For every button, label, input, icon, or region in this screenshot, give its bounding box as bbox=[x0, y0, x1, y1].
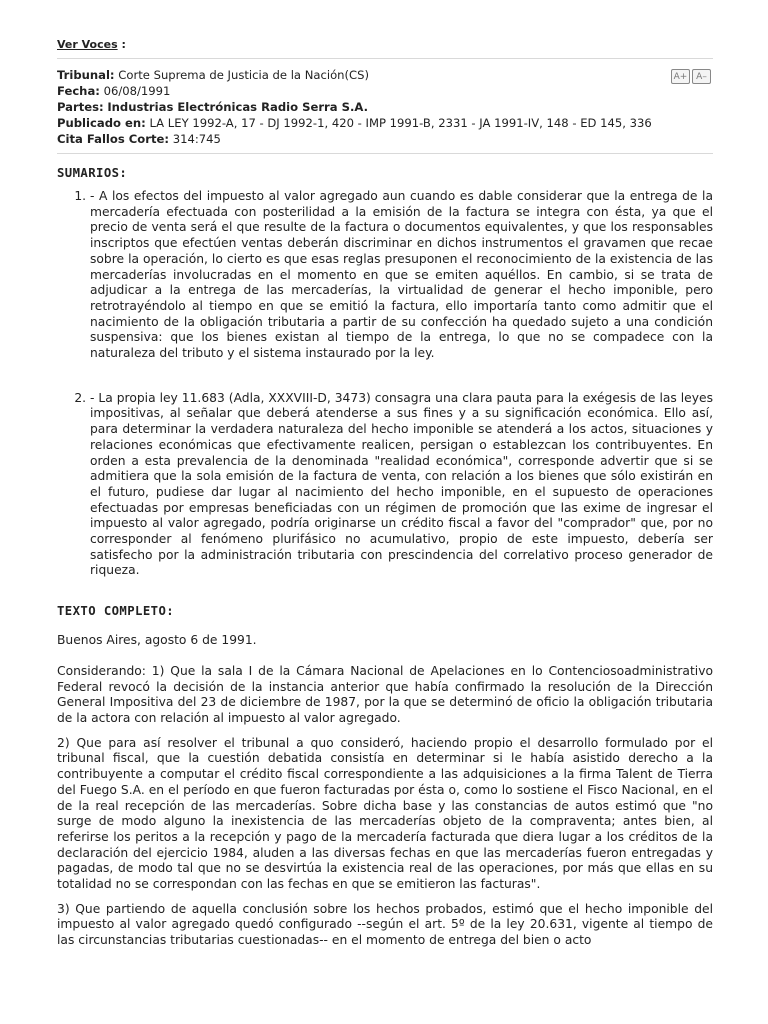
cita-row bbox=[57, 131, 713, 147]
tribunal-label: Tribunal: bbox=[57, 68, 115, 82]
sumarios-list bbox=[57, 189, 713, 579]
cita-label: Cita Fallos Corte: bbox=[57, 132, 170, 146]
texto-completo-heading: TEXTO COMPLETO: bbox=[57, 604, 175, 619]
font-size-tools bbox=[671, 69, 711, 84]
considerando-paragraph-3: 3) Que partiendo de aquella conclusión sobre los hechos probados, estimó que el hecho imponible del impuesto al valor agregado quedó configurado --según el art. 5º de la ley 20.631, vigente al tiempo de las circunstancias tributarias cuestionadas-- en el momento de entrega del bien o acto bbox=[57, 901, 713, 948]
cita-value: 314:745 bbox=[172, 132, 221, 146]
partes-label: Partes: bbox=[57, 100, 104, 114]
texto-completo-body bbox=[57, 633, 713, 949]
considerando-paragraph-2: 2) Que para así resolver el tribunal a quo consideró, haciendo propio el desarrollo formulado por el tribunal fiscal, que la cuestión debatida consistía en determinar si le había asistido derecho a la contribuyente a computar el crédito fiscal correspondiente a las adquisiciones a la firma Talent de Tierra del Fuego S.A. en el período en que fueron facturadas por ésta o, como lo sostiene el Fisco Nacional, en el de la real recepción de las mercaderías. Sobre dicha base y las constancias de autos estimó que "no surge de modo alguno la inexistencia de las mercaderías objeto de la compraventa; antes bien, al referirse los peritos a la recepción y pago de la mercadería facturada que diera lugar a los créditos de la declaración del ejercicio 1984, aluden a las diversas fechas en que las mercaderías fueron entregadas y pagadas, de modo tal que no se desvirtúa la existencia real de las operaciones, por más que ellas en su totalidad no se correspondan con las fechas en que se emitieron las facturas". bbox=[57, 735, 713, 892]
partes-row bbox=[57, 99, 713, 115]
decision-date: Buenos Aires, agosto 6 de 1991. bbox=[57, 633, 257, 648]
font-decrease-button[interactable]: A– bbox=[692, 69, 711, 84]
ver-voces-colon: : bbox=[117, 38, 126, 51]
partes-value: Industrias Electrónicas Radio Serra S.A. bbox=[107, 100, 368, 114]
meta-divider bbox=[57, 153, 713, 154]
ver-voces-link[interactable]: Ver Voces bbox=[57, 38, 118, 51]
considerando-paragraph-1: Considerando: 1) Que la sala I de la Cámara Nacional de Apelaciones en lo Contenciosoadministrativo Federal revocó la decisión de la instancia anterior que había confirmado la resolución de la Dirección General Impositiva del 23 de diciembre de 1987, por la que se determinó de oficio la obligación tributaria de la actora con relación al impuesto al valor agregado. bbox=[57, 663, 713, 725]
case-metadata bbox=[57, 59, 713, 153]
ver-voces-row bbox=[57, 38, 713, 58]
font-increase-button[interactable]: A+ bbox=[671, 69, 690, 84]
fecha-label: Fecha: bbox=[57, 84, 100, 98]
sumario-item-1: 1. - A los efectos del impuesto al valor agregado aun cuando es dable considerar que la entrega de la mercadería efectuada con posterilidad a la emisión de la factura se integra con ésta, ya que el precio de venta será el que resulte de la factura o documentos equivalentes, y que los responsables inscriptos que efectúen ventas deberán discriminar en dichos instrumentos el gravamen que recae sobre la operación, lo cierto es que esas reglas presuponen el reconocimiento de la existencia de las mercaderías involucradas en el momento en que se emiten aquéllos. En cambio, si se trata de adjudicar a la entrega de las mercaderías, la virtualidad de generar el hecho imponible, pero retrotrayéndolo al tiempo en que se emitió la factura, ello importaría tanto como admitir que el nacimiento de la obligación tributaria a partir de su confección ha quedado sujeto a una condición suspensiva: que los bienes existan al tiempo de la entrega, lo que no se compadece con la naturaleza del tributo y el sistema instaurado por la ley. bbox=[90, 189, 713, 362]
publicado-row bbox=[57, 115, 713, 131]
sumarios-heading: SUMARIOS: bbox=[57, 166, 128, 180]
publicado-label: Publicado en: bbox=[57, 116, 146, 130]
document-page bbox=[57, 38, 713, 958]
fecha-row bbox=[57, 83, 713, 99]
tribunal-row bbox=[57, 67, 713, 83]
publicado-value: LA LEY 1992-A, 17 - DJ 1992-1, 420 - IMP 1991-B, 2331 - JA 1991-IV, 148 - ED 145, 336 bbox=[149, 116, 652, 130]
sumario-item-2: 2. - La propia ley 11.683 (Adla, XXXVIII-D, 3473) consagra una clara pauta para la exégesis de las leyes impositivas, al señalar que deberá atenderse a sus fines y a su significación económica. Ello así, para determinar la verdadera naturaleza del hecho imponible se atenderá a los actos, situaciones y relaciones económicas que efectivamente realicen, persigan o establezcan los contribuyentes. En orden a esta prevalencia de la denominada "realidad económica", corresponde advertir que si se admitiera que la sola emisión de la factura de venta, con relación a los bienes que sólo existirán en el futuro, pudiese dar lugar al nacimiento del hecho imponible, en el supuesto de operaciones efectuadas por empresas beneficiadas con un régimen de promoción que las exime de ingresar el impuesto al valor agregado, podría originarse un crédito fiscal a favor del "comprador" que, por no corresponder al fenómeno plurifásico no acumulativo, propio de este impuesto, debería ser satisfecho por la administración tributaria con prescindencia del correlativo proceso generador de riqueza. bbox=[90, 391, 713, 579]
fecha-value: 06/08/1991 bbox=[103, 84, 171, 98]
tribunal-value: Corte Suprema de Justicia de la Nación(CS) bbox=[118, 68, 370, 82]
